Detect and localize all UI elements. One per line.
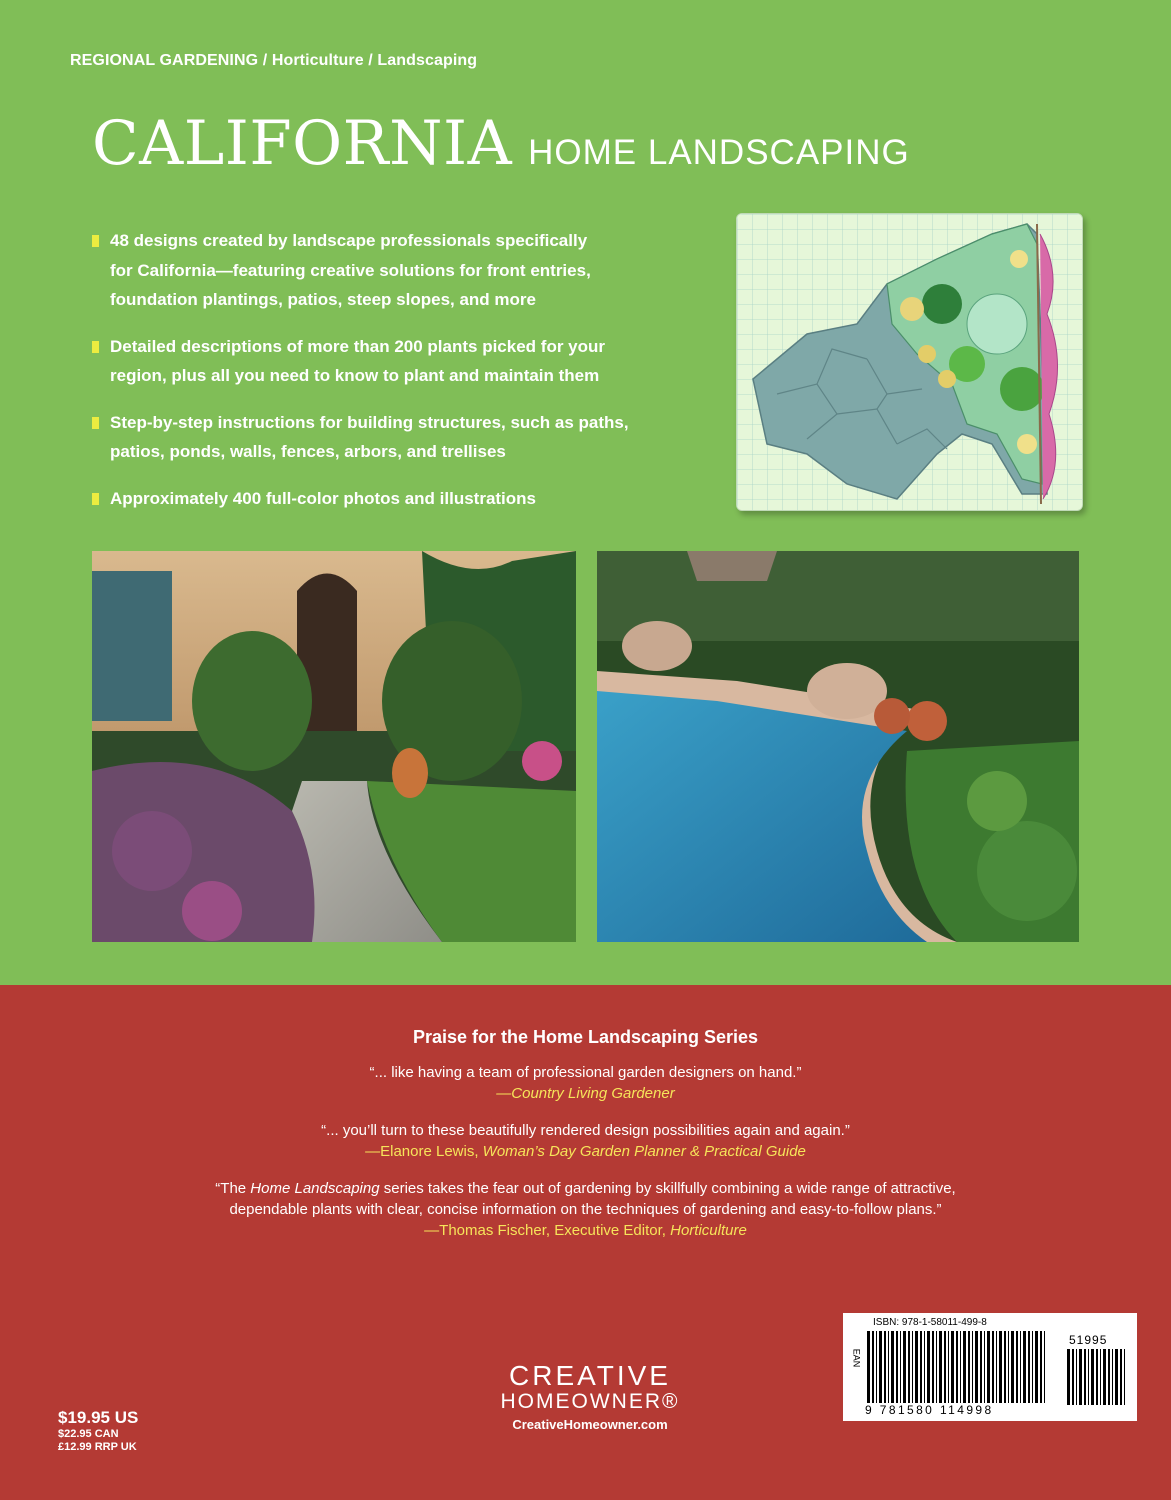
bullet-icon bbox=[92, 341, 99, 353]
barcode-bar bbox=[956, 1331, 958, 1403]
barcode-bar bbox=[867, 1331, 870, 1403]
logo-creative: CREATIVE bbox=[509, 1360, 671, 1391]
barcode-bar bbox=[951, 1331, 954, 1403]
barcode-bar bbox=[1023, 1331, 1026, 1403]
pool-garden-photo bbox=[597, 551, 1079, 942]
barcode-bar bbox=[920, 1331, 922, 1403]
barcode-bar bbox=[948, 1331, 949, 1403]
barcode-bar bbox=[924, 1331, 925, 1403]
ean-digits: 9 781580 114998 bbox=[865, 1403, 994, 1417]
feature-item: Step-by-step instructions for building structures, such as paths, patios, ponds, walls, fences, arbors, and trellises bbox=[92, 408, 732, 467]
feature-item: 48 designs created by landscape professionals specifically for California—featuring creative solutions for front entries, foundation plantings, patios, steep slopes, and more bbox=[92, 226, 732, 315]
category-main: REGIONAL GARDENING bbox=[70, 52, 259, 69]
barcode-bar bbox=[972, 1331, 973, 1403]
barcode-bar bbox=[1112, 1349, 1113, 1405]
barcode-bar bbox=[900, 1331, 901, 1403]
quote-attribution: —Elanore Lewis, Woman’s Day Garden Planner & Practical Guide bbox=[365, 1143, 806, 1160]
publisher-url: CreativeHomeowner.com bbox=[512, 1417, 668, 1432]
barcode-bar bbox=[1028, 1331, 1030, 1403]
bullet-icon bbox=[92, 235, 99, 247]
barcode-bar bbox=[872, 1331, 874, 1403]
barcode-bar bbox=[1096, 1349, 1098, 1405]
quote-text: “The Home Landscaping series takes the fear out of gardening by skillfully combining a wide range of attractive, bbox=[215, 1180, 956, 1197]
barcode-bar bbox=[888, 1331, 889, 1403]
barcode-bar bbox=[963, 1331, 966, 1403]
ean-label: EAN bbox=[851, 1348, 862, 1368]
quote-attribution: —Thomas Fischer, Executive Editor, Horticulture bbox=[424, 1222, 747, 1239]
praise-section bbox=[0, 1027, 1171, 1257]
barcode-bar bbox=[1120, 1349, 1122, 1405]
barcode-bar bbox=[1079, 1349, 1082, 1405]
title-sub: HOME LANDSCAPING bbox=[528, 133, 910, 172]
quote-attribution: —Country Living Gardener bbox=[496, 1085, 675, 1102]
book-title bbox=[92, 108, 910, 179]
barcode-bar bbox=[960, 1331, 961, 1403]
barcode-bar bbox=[932, 1331, 934, 1403]
plan-drawing bbox=[737, 214, 1082, 510]
barcode-bar bbox=[968, 1331, 970, 1403]
barcode-bar bbox=[1016, 1331, 1018, 1403]
category-separator: / bbox=[258, 52, 272, 69]
barcode-bar bbox=[1100, 1349, 1101, 1405]
barcode-bar bbox=[1032, 1331, 1033, 1403]
barcode-bar bbox=[1115, 1349, 1118, 1405]
price-barcode-bars bbox=[1067, 1349, 1127, 1405]
barcode-bar bbox=[975, 1331, 978, 1403]
quote-text: “... like having a team of professional garden designers on hand.” bbox=[369, 1064, 802, 1081]
feature-list bbox=[92, 226, 732, 530]
pool-garden-image bbox=[597, 551, 1079, 942]
barcode-bar bbox=[912, 1331, 913, 1403]
front-entry-image bbox=[92, 551, 576, 942]
category-horticulture: Horticulture bbox=[271, 52, 364, 69]
ean-barcode-bars bbox=[867, 1331, 1047, 1403]
front-entry-photo bbox=[92, 551, 576, 942]
barcode-bar bbox=[1084, 1349, 1086, 1405]
barcode-bar bbox=[1011, 1331, 1014, 1403]
price-block bbox=[58, 1408, 138, 1454]
category-line bbox=[70, 52, 477, 70]
praise-heading: Praise for the Home Landscaping Series bbox=[412, 1027, 759, 1047]
category-separator: / bbox=[363, 52, 378, 69]
barcode-bar bbox=[1067, 1349, 1070, 1405]
barcode-bar bbox=[879, 1331, 882, 1403]
title-main: CALIFORNIA bbox=[92, 108, 513, 179]
barcode-bar bbox=[908, 1331, 910, 1403]
barcode-bar bbox=[903, 1331, 906, 1403]
barcode-bar bbox=[1008, 1331, 1009, 1403]
barcode-bar bbox=[927, 1331, 930, 1403]
barcode-bar bbox=[1004, 1331, 1006, 1403]
barcode-bar bbox=[1103, 1349, 1106, 1405]
price-code: 51995 bbox=[1069, 1333, 1108, 1347]
barcode-bar bbox=[896, 1331, 898, 1403]
feature-item: Detailed descriptions of more than 200 plants picked for your region, plus all you need to know to plant and maintain them bbox=[92, 332, 732, 391]
barcode-bar bbox=[992, 1331, 994, 1403]
publisher-logo bbox=[480, 1360, 700, 1432]
barcode-bar bbox=[1040, 1331, 1042, 1403]
price-can: $22.95 CAN bbox=[58, 1428, 119, 1440]
barcode-bar bbox=[944, 1331, 946, 1403]
barcode-bar bbox=[891, 1331, 894, 1403]
quote-womans-day bbox=[0, 1120, 1171, 1162]
barcode-bar bbox=[984, 1331, 985, 1403]
barcode-bar bbox=[915, 1331, 918, 1403]
barcode-bar bbox=[939, 1331, 942, 1403]
bullet-icon bbox=[92, 493, 99, 505]
barcode-bar bbox=[1020, 1331, 1021, 1403]
barcode-bar bbox=[936, 1331, 937, 1403]
barcode-bar bbox=[987, 1331, 990, 1403]
category-landscaping: Landscaping bbox=[377, 52, 478, 69]
barcode-bar bbox=[1088, 1349, 1089, 1405]
barcode-bar bbox=[1124, 1349, 1125, 1405]
price-uk: £12.99 RRP UK bbox=[58, 1441, 137, 1453]
barcode-bar bbox=[876, 1331, 877, 1403]
barcode-bar bbox=[999, 1331, 1002, 1403]
barcode-bar bbox=[1072, 1349, 1074, 1405]
logo-homeowner: HOMEOWNER® bbox=[500, 1390, 680, 1413]
barcode-box bbox=[843, 1313, 1137, 1421]
barcode-bar bbox=[980, 1331, 982, 1403]
quote-text: “... you’ll turn to these beautifully rendered design possibilities again and again.” bbox=[321, 1122, 850, 1139]
feature-item: Approximately 400 full-color photos and illustrations bbox=[92, 484, 732, 514]
quote-text-line2: dependable plants with clear, concise information on the techniques of gardening and easy-to-follow plans.” bbox=[229, 1201, 942, 1218]
price-us: $19.95 US bbox=[58, 1408, 139, 1427]
bullet-icon bbox=[92, 417, 99, 429]
barcode-bar bbox=[1091, 1349, 1094, 1405]
barcode-bar bbox=[1044, 1331, 1045, 1403]
barcode-bar bbox=[1076, 1349, 1077, 1405]
barcode-bar bbox=[884, 1331, 886, 1403]
barcode-bar bbox=[996, 1331, 997, 1403]
quote-country-living bbox=[0, 1062, 1171, 1104]
isbn-label: ISBN: 978-1-58011-499-8 bbox=[873, 1317, 987, 1328]
quote-horticulture bbox=[0, 1178, 1171, 1241]
barcode-bar bbox=[1108, 1349, 1110, 1405]
landscape-plan-illustration bbox=[736, 213, 1083, 511]
barcode-bar bbox=[1035, 1331, 1038, 1403]
